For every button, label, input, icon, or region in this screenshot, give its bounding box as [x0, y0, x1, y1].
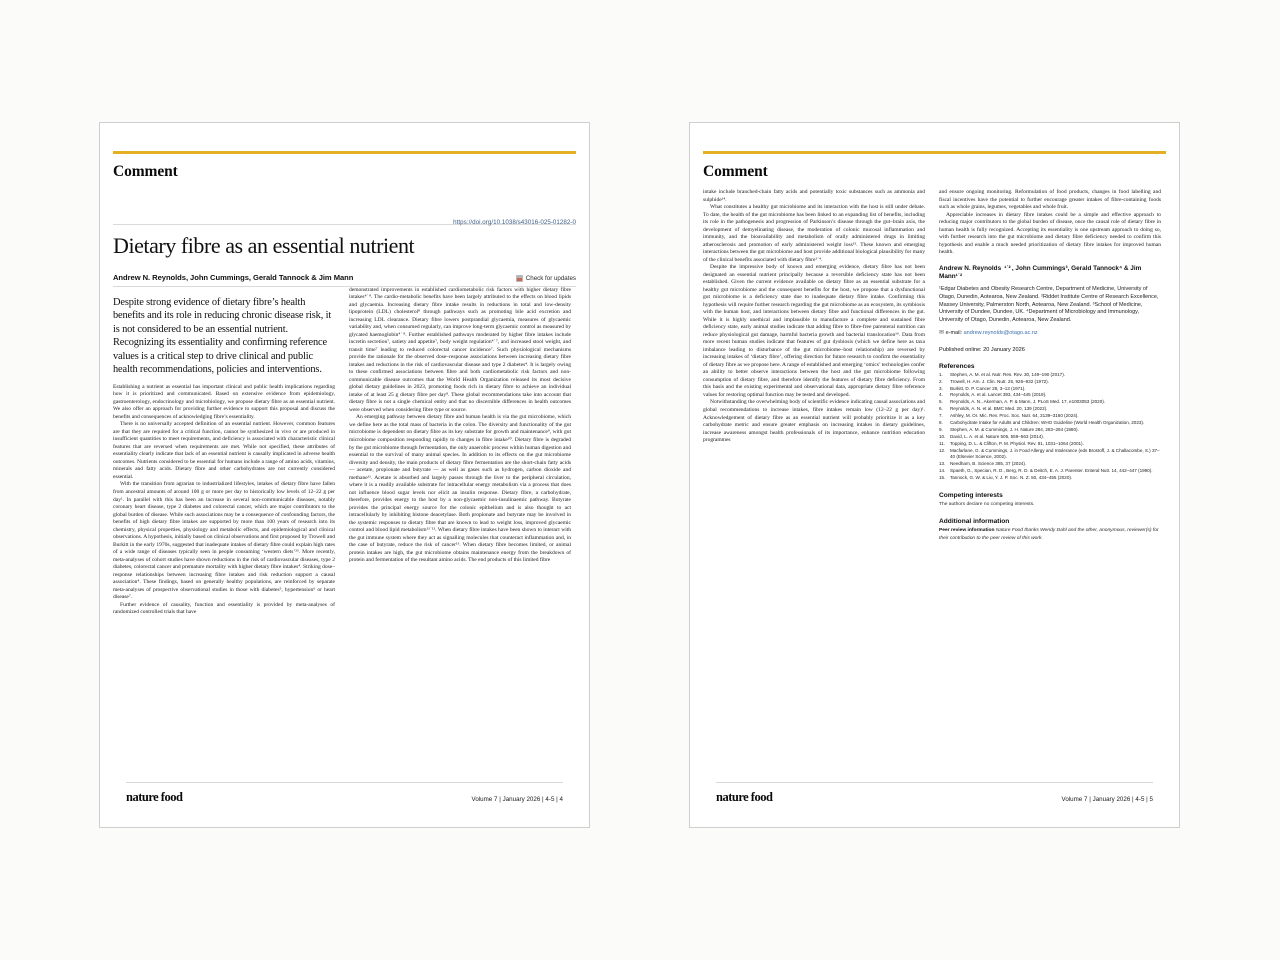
author-row: [113, 273, 576, 287]
email-label: e-mail:: [945, 329, 964, 336]
section-label: Comment: [703, 163, 768, 180]
check-for-updates-icon: [516, 275, 523, 282]
accent-bar: [113, 151, 576, 154]
email-link[interactable]: andrew.reynolds@otago.ac.nz: [963, 329, 1038, 336]
reference-item: Spaeth, G., Specian, R. D., Berg, R. D. & Deitch, E. A. J. Parenter. Enteral Nutr. 14, 442–447 (1990).: [950, 468, 1153, 474]
document-page-2[interactable]: [689, 122, 1180, 828]
reference-item: Trowell, H. Am. J. Clin. Nutr. 25, 926–932 (1972).: [950, 378, 1049, 384]
corresponding-author-byline: [939, 265, 1161, 282]
paragraph: There is no universally accepted definition of an essential nutrient. However, common features are that they are required for a critical function, cannot be synthesized in vivo or are produced in insufficient quantities to meet requirements, and deficiency is associated with characteristic clinical features that are reversed when requirements are met. While not specified, these attributes of essentiality clearly indicate that lack of an essential nutrient is causally implicated in adverse health outcomes. Nutrients considered to be essential for humans include a range of amino acids, vitamins, minerals and fatty acids. Dietary fibre and other carbohydrates are not currently considered essential.: [113, 421, 335, 480]
byline-text: Andrew N. Reynolds ¹˙² , John Cummings³, Gerald Tannock⁴ & Jim Mann¹˙²: [939, 264, 1142, 281]
folio: Volume 7 | January 2026 | 4-5 | 5: [1061, 796, 1153, 803]
competing-interests-heading: Competing interests: [939, 492, 1003, 499]
email-row: [939, 329, 1161, 338]
paragraph: An emerging pathway between dietary fibre and human health is via the gut microbiome, which we define here as the total mass of bacteria in the colon. The diversity and functionality of the gut microbiome is dependent on dietary fibre as its key substrate for growth and maintenance⁹, with gut microbiome composition responding rapidly to changes in fibre intake¹⁰. Dietary fibre is degraded by the gut microbiome through fermentation, the only anaerobic process within human digestion and essential to the survival of many animal species. In addition to its effects on the gut microbiome diversity and density, the main products of dietary fibre fermentation are the short-chain fatty acids — acetate, propionate and butyrate — as well as gases such as hydrogen, carbon dioxide and methane¹¹. Acetate is absorbed and largely passes through the liver to the peripheral circulation, where it is a readily available substrate for intracellular energy metabolism via a process that does not influence blood sugar levels nor elicit an insulin response. Dietary fibre, a carbohydrate, therefore, provides energy to the host by a non-glycaemic non-insulinaemic pathway. Butyrate provides the principal energy source for the colonic epithelium and is also thought to act intracellularly by inhibiting histone deacetylase. Both propionate and butyrate may be involved in the systemic responses to dietary fibre that are known to lead to weight loss, improved glycaemic control and blood lipid metabolism¹¹˙¹². When dietary fibre intakes have been shown to interact with the gut immune system where they act as signalling molecules that counteract inflammation and, in the case of butyrate, reduce the risk of cancer¹³. When dietary fibre becomes limited, or animal protein intakes are high, the gut microbiome obtains maintenance energy from the breakdown of protein and fermentation of the resultant amino acids. The end products of this limited fibre: [349, 414, 571, 564]
reference-item: Stephen, A. M. et al. Nutr. Res. Rev. 30, 149–190 (2017).: [950, 371, 1065, 377]
peer-review-label: Peer review information: [939, 528, 995, 534]
reference-item: Macfarlane, G. & Cummings, J. in Food Allergy and Intolerance (eds Brostoff, J. & Challacombe, S.) 37–40 (Elsevier Science, 2002).: [950, 447, 1160, 460]
page2-footer: [716, 782, 1153, 805]
page2-column-1: [703, 189, 925, 542]
reference-item: Reynolds, A. N., Akerman, A. P. & Mann, J. PLoS Med. 17, e1003053 (2020).: [950, 399, 1105, 405]
standfirst: Despite strong evidence of dietary fibre’s health benefits and its role in reducing chronic disease risk, it is not considered to be an essential nutrient. Recognizing its essentiality and confirming reference values is a critical step to drive clinical and public health recommendations, policies and interventions.: [113, 296, 332, 376]
paragraph: Establishing a nutrient as essential has important clinical and public health implications regarding how it is prioritized and communicated. Based on extensive evidence from epidemiology, gastroenterology, endocrinology and microbiology, we propose dietary fibre as an essential nutrient. We also offer an approach for providing further evidence to support this proposal and discuss the benefits and consequences of acknowledging fibre’s essentiality.: [113, 383, 335, 420]
reference-item: Stephen, A. M. & Cummings, J. H. Nature 284, 283–284 (1980).: [950, 426, 1079, 432]
check-for-updates-button[interactable]: [516, 275, 576, 282]
page-title: Dietary fibre as an essential nutrient: [113, 233, 415, 259]
reference-item: Burkitt, D. P. Cancer 28, 3–13 (1971).: [950, 385, 1026, 391]
paragraph: Further evidence of causality, function and essentiality is provided by meta-analyses of randomized controlled trials that have: [113, 601, 335, 616]
paragraph: Appreciable increases in dietary fibre intakes could be a simple and effective approach to reducing major contributors to the global burden of disease, once the causal role of dietary fibre in human health is fully recognized. Accepting its essentiality is one upstream approach to doing so, with further research into the gut microbiome and dietary fibre deficiency needed to confirm this hypothesis and enable a much needed prioritization of dietary fibre intakes for improved human health.: [939, 211, 1161, 256]
reference-item: Carbohydrate Intake for Adults and Children: WHO Guideline (World Health Organization, 2023).: [950, 419, 1145, 425]
published-online: Published online: 20 January 2026: [939, 346, 1025, 353]
check-for-updates-label: Check for updates: [525, 274, 576, 282]
doi-link[interactable]: https://doi.org/10.1038/s43016-025-01282-0: [453, 219, 576, 227]
page2-columns: [703, 189, 1166, 542]
paragraph: Despite the impressive body of known and emerging evidence, dietary fibre has not been designated an essential nutrient principally because a reversible deficiency state has not been established. Given the current evidence available on dietary fibre as an essential substrate for a healthy gut microbiome and the consequent benefits for the host, we propose that a dysfunctional gut microbiome is a deficiency state due to inadequate dietary fibre intake. Confirming this hypothesis will require further research regarding the gut microbiome as an ecosystem, its symbiosis with the human host, and interactions between dietary fibre and functional differences in the gut. While it is highly unethical and implausible to manufacture a complete and sustained fibre deficiency state, early animal studies indicate that adding fibre to fibre-free parenteral nutrition can reduce physiological gut damage, harmful bacteria growth and bacterial translocation¹⁶. Data from more recent human studies indicate that features of gut dysbiosis (which we define here as taxa imbalance leading to disturbance of the gut microbiome–host relationship) are reversed by increasing intakes of ‘dietary fibre’, offering direction for future research to confirm the essentiality of dietary fibre as we propose here. A range of established and emerging ‘omics’ technologies confer an ability to better observe interactions between the host and the gut microbiome following consumption of dietary fibre, and therefore identify the features of dietary fibre deficiency. From this basis and the existing experimental and observational data, appropriate dietary fibre reference values for restoring optimal function may be tested and developed.: [703, 264, 925, 398]
envelope-icon: ✉: [939, 329, 945, 336]
paragraph: With the transition from agrarian to industrialized lifestyles, intakes of dietary fibre have fallen from ancestral amounts of around 100 g or more per day to historically low levels of 12–22 g per day¹. In parallel with this has been an increase in several non-communicable diseases, notably coronary heart disease, type 2 diabetes and colorectal cancer, which are major contributors to the global burden of disease. While such associations may be a consequence of confounding factors, the benefits of high dietary fibre intakes are supported by more than 100 years of research into its chemistry, physical properties, physiology and metabolic effects, and epidemiological and clinical observations. A hypothesis, initially based on clinical observations and first proposed by Trowell and Burkitt in the early 1970s, suggested that inadequate intakes of dietary fibre could explain high rates of a wide range of diseases typically seen in people consuming ‘western diets’²³. More recently, meta-analyses of cohort studies have shown reductions in the risk of cardiovascular diseases, type 2 diabetes, colorectal cancer and premature mortality with higher dietary fibre intakes⁴. Striking dose–response relationships between increasing fibre intakes and risk reduction support a causal association⁴. These findings, based on generally healthy populations, are reinforced by separate meta-analyses of prospective observational studies in those with diabetes⁵, hypertension⁶ or heart disease⁷.: [113, 481, 335, 601]
page1-footer: [126, 782, 563, 805]
reference-list: [939, 372, 1161, 482]
reference-item: Needham, B. Science 385, 37 (2024).: [950, 461, 1027, 467]
paragraph: Notwithstanding the overwhelming body of scientific evidence indicating causal associations and global recommendations to increase intakes, fibre intakes remain low (12–22 g per day)¹. Acknowledgement of dietary fibre as an essential nutrient will probably prioritize it as a key carbohydrate metric and ensure greater emphasis on increasing intakes in dietary guidelines, increase awareness amongst health professionals of its importance, enhance nutrition education programmes: [703, 399, 925, 444]
paragraph: demonstrated improvements in established cardiometabolic risk factors with higher dietary fibre intakes⁴˙⁸. The cardio-metabolic benefits have been largely attributed to the effects on blood lipids and glycaemia. Increasing dietary fibre intake results in reductions in total and low-density lipoprotein (LDL) cholesterol⁸ through pathways such as promoting bile acid excretion and increasing LDL clearance. Dietary fibre lowers postprandial glycaemia, measures of glycaemic variability and, when consumed regularly, can improve long-term glycaemic control as measured by glycated haemoglobin⁴˙⁸. Further established pathways moderated by higher fibre intakes include incretin secretion⁷, satiety and appetite⁷, body weight regulation⁴˙⁷, and increased stool weight, and transit time⁷ leading to reduced colorectal cancer incidence⁷. Such physiological mechanisms provide the rationale for the observed dose–response associations between increasing dietary fibre intakes and reductions in the risk of cardiovascular disease and type 2 diabetes⁴. It is largely owing to these confirmed associations between fibre and both cardiometabolic risk factors and non-communicable disease outcomes that the World Health Organization released its most decisive global dietary guidelines in 2023, promoting foods rich in dietary fibre to achieve an individual intake of at least 25 g dietary fibre per day⁸. These global recommendations take into account that dietary fibre is not a single chemical entity and that no discernible differences in health outcomes were observed when considering fibre type or source.: [349, 286, 571, 413]
page1-column-2: [349, 287, 571, 617]
affiliations: ¹Edgar Diabetes and Obesity Research Centre, Department of Medicine, University of Otago, Dunedin, Aotearoa, New Zealand. ²Riddet Institute Centre of Research Excellence, Massey University, Palmerston North, Aotearoa, New Zealand. ³School of Medicine, University of Dundee, Dundee, UK. ⁴Department of Microbiology and Immunology, University of Otago, Dunedin, Aotearoa, New Zealand.: [939, 285, 1159, 324]
competing-interests-text: The authors declare no competing interests.: [939, 502, 1035, 507]
journal-brand: nature food: [716, 790, 773, 804]
peer-review-text: Nature Food thanks Wendy Dahl and the other, anonymous, reviewer(s) for their contribution to the peer review of this work.: [939, 528, 1159, 541]
author-list: Andrew N. Reynolds, John Cummings, Gerald Tannock & Jim Mann: [113, 272, 354, 282]
reference-item: Ashley, M. Or. Mic. Rev. Proc. Soc. Nutr. 64, 3139–3160 (2024).: [950, 413, 1079, 419]
reference-item: Topping, D. L. & Clifton, P. M. Physiol. Rev. 81, 1031–1064 (2001).: [950, 440, 1084, 446]
page1-col1-body: [113, 384, 335, 617]
additional-information-heading: Additional information: [939, 518, 1010, 526]
accent-bar: [703, 151, 1166, 154]
paragraph: What constitutes a healthy gut microbiome and its interaction with the host is still under debate. To date, the health of the gut microbiome has been linked to an expanding list of benefits, including its role in the pathogenesis and progression of Parkinson’s disease through the gut–brain axis, the development of demyelinating disease, the moderation of colonic mucosal inflammation and immunity, and the bioavailability and metabolism of orally administered drugs in limiting atherosclerosis and promotion of early administered weight loss¹⁵. These known and emerging interactions between the gut microbiome and host provide additional biological plausibility for many of the clinical benefits associated with dietary fibre¹˙⁴.: [703, 204, 925, 263]
reference-item: Reynolds, A. et al. Lancet 393, 434–445 (2019).: [950, 392, 1047, 398]
reference-item: David, L. A. et al. Nature 505, 559–563 (2014).: [950, 433, 1045, 439]
references-heading: References: [939, 362, 975, 370]
reference-item: Tannock, G. W. & Liu, Y. J. P. Soc. N. Z. 50, 434–455 (2020).: [950, 475, 1073, 481]
page1-column-1: [113, 287, 335, 617]
section-label: Comment: [113, 163, 178, 180]
doi-row: [113, 211, 576, 227]
paragraph: and ensure ongoing monitoring. Reformulation of food products, changes in food labelling and fiscal incentives have the potential to further encourage greater intakes of fibre-containing foods such as whole grains, legumes, vegetables and whole fruit.: [939, 189, 1161, 211]
folio: Volume 7 | January 2026 | 4-5 | 4: [471, 796, 563, 803]
page1-columns: [113, 287, 576, 617]
reference-item: Reynolds, A. N. et al. BMC Med. 20, 139 (2022).: [950, 406, 1048, 412]
document-page-1[interactable]: [99, 122, 590, 828]
paragraph: intake include branched-chain fatty acids and potentially toxic substances such as ammonia and sulphide¹⁴.: [703, 189, 925, 203]
journal-brand: nature food: [126, 790, 183, 804]
peer-review-note: [939, 527, 1161, 542]
page2-column-2: [939, 189, 1161, 542]
